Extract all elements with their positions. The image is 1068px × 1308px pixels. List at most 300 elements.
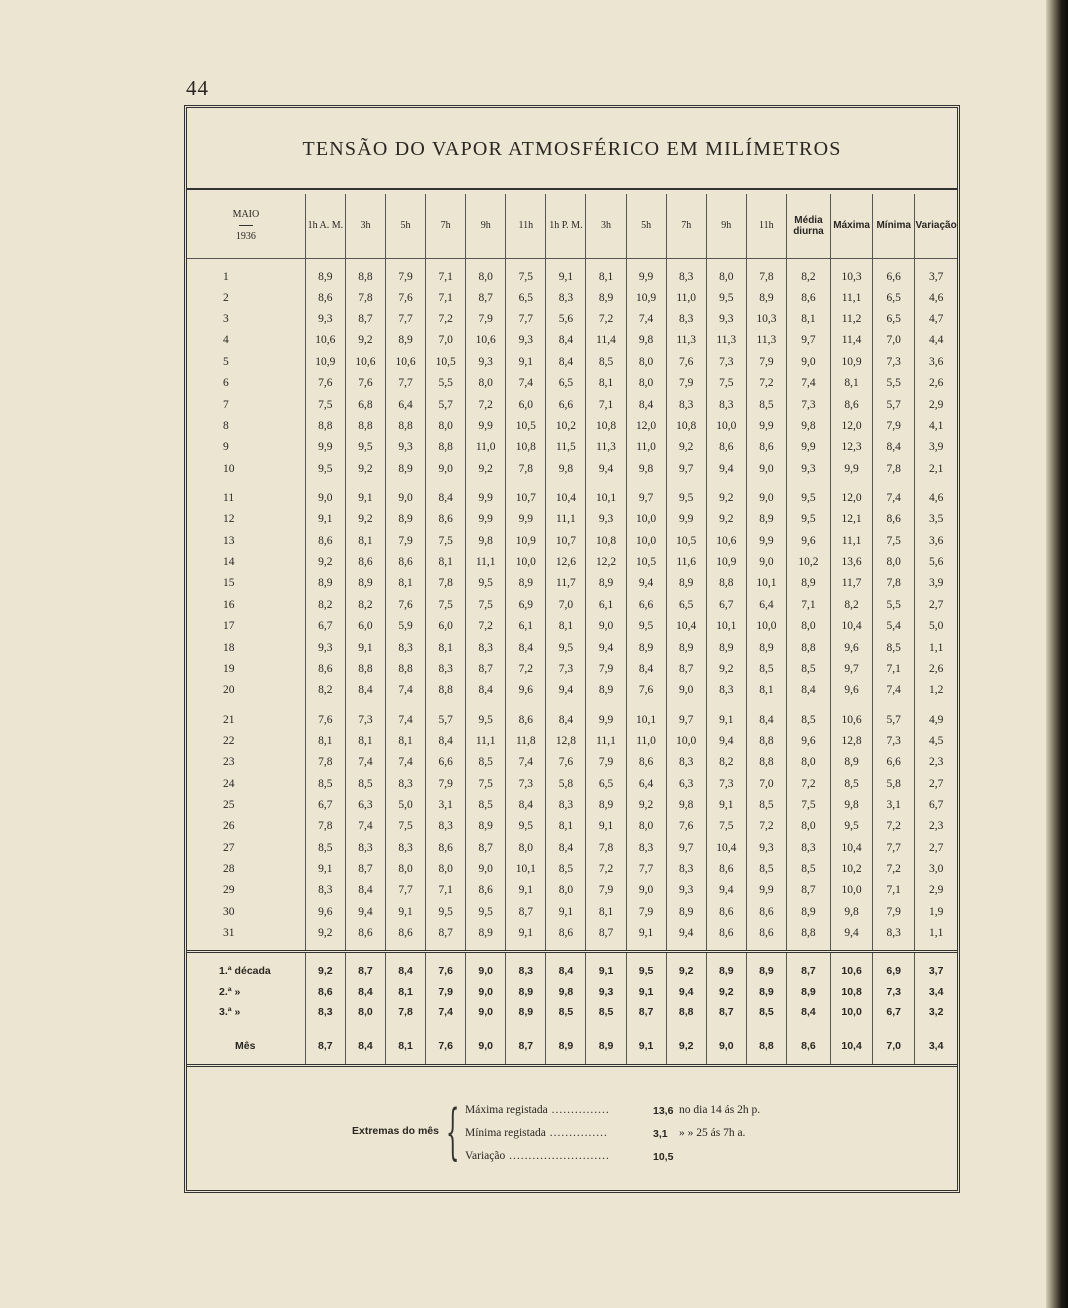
table-cell: 6,5 <box>666 595 706 616</box>
table-cell: 10,7 <box>546 530 586 551</box>
table-cell: 11,7 <box>831 573 873 594</box>
table-cell: 8,6 <box>786 288 830 309</box>
table-cell: 8,5 <box>746 795 786 816</box>
table-row <box>187 680 957 701</box>
table-cell: 11,3 <box>746 330 786 351</box>
table-cell: 10,0 <box>746 616 786 637</box>
table-cell: 8,0 <box>466 373 506 394</box>
extremes-label: Extremas do mês <box>352 1125 439 1137</box>
table-cell: 6,7 <box>873 1002 915 1022</box>
table-cell: 9,2 <box>466 459 506 480</box>
table-cell: 8,9 <box>666 902 706 923</box>
table-cell: 3,7 <box>915 952 957 982</box>
table-cell: 11,0 <box>466 437 506 458</box>
book-spine <box>1046 0 1068 1308</box>
table-cell: 8,6 <box>345 552 385 573</box>
table-row <box>187 816 957 837</box>
table-cell: 7,9 <box>426 773 466 794</box>
table-cell: 12,0 <box>831 480 873 509</box>
table-title: TENSÃO DO VAPOR ATMOSFÉRICO EM MILÍMETROS <box>302 138 842 160</box>
table-cell: 8,1 <box>746 680 786 701</box>
table-cell: 2,7 <box>915 837 957 858</box>
table-cell: 8,3 <box>626 837 666 858</box>
table-cell: 8,6 <box>345 923 385 952</box>
table-cell: 7,6 <box>426 1022 466 1066</box>
table-cell: 7,4 <box>626 309 666 330</box>
header-col: 9h <box>466 194 506 258</box>
table-cell: 6,7 <box>305 795 345 816</box>
table-cell: 8,0 <box>626 352 666 373</box>
table-cell: 7,4 <box>873 480 915 509</box>
table-cell: 9,0 <box>385 480 425 509</box>
table-cell: 9,7 <box>626 480 666 509</box>
table-cell: 7,2 <box>426 309 466 330</box>
table-cell: 8,6 <box>626 752 666 773</box>
table-cell: 8,0 <box>706 258 746 288</box>
table-cell: 11,8 <box>506 731 546 752</box>
table-cell: 13,6 <box>831 552 873 573</box>
table-cell: 8,2 <box>345 595 385 616</box>
table-cell: 9,2 <box>666 1022 706 1066</box>
table-row-label: 7 <box>223 398 229 411</box>
table-cell: 8,2 <box>706 752 746 773</box>
table-cell: 6,0 <box>345 616 385 637</box>
table-cell: 7,9 <box>466 309 506 330</box>
table-row-label: 28 <box>223 863 235 876</box>
table-cell: 8,0 <box>786 616 830 637</box>
table-cell: 9,5 <box>786 509 830 530</box>
table-cell: 9,8 <box>546 459 586 480</box>
table-cell: 7,2 <box>586 309 626 330</box>
table-cell: 7,4 <box>873 680 915 701</box>
table-cell: 10,0 <box>506 552 546 573</box>
table-cell: 2,9 <box>915 394 957 415</box>
table-cell: 10,9 <box>831 352 873 373</box>
table-cell: 8,9 <box>305 258 345 288</box>
table-cell: 8,5 <box>746 1002 786 1022</box>
table-cell: 1,1 <box>915 923 957 952</box>
table-cell: 10,5 <box>666 530 706 551</box>
table-cell: 6,5 <box>873 288 915 309</box>
table-cell: 8,9 <box>706 952 746 982</box>
table-cell: 7,6 <box>385 288 425 309</box>
table-cell: 8,8 <box>746 752 786 773</box>
table-cell: 4,5 <box>915 731 957 752</box>
table-cell: 9,1 <box>626 923 666 952</box>
table-cell: 6,7 <box>305 616 345 637</box>
table-cell: 8,8 <box>385 416 425 437</box>
table-cell: 9,1 <box>626 982 666 1002</box>
table-cell: 9,1 <box>546 902 586 923</box>
table-cell: 6,3 <box>666 773 706 794</box>
table-cell: 10,5 <box>426 352 466 373</box>
table-cell: 7,6 <box>666 816 706 837</box>
table-row <box>187 902 957 923</box>
table-cell: 7,4 <box>506 752 546 773</box>
table-cell: 8,1 <box>786 309 830 330</box>
table-cell: 7,3 <box>546 659 586 680</box>
table-cell: 10,8 <box>586 416 626 437</box>
table-row-label: 5 <box>223 355 229 368</box>
table-cell: 9,6 <box>506 680 546 701</box>
table-row <box>187 637 957 658</box>
table-cell: 9,0 <box>586 616 626 637</box>
table-row <box>187 659 957 680</box>
table-cell: 7,3 <box>345 702 385 731</box>
table-cell: 9,1 <box>586 952 626 982</box>
table-row <box>187 773 957 794</box>
table-cell: 11,1 <box>546 509 586 530</box>
table-cell: 9,2 <box>345 330 385 351</box>
table-cell: 8,7 <box>466 288 506 309</box>
table-cell: 8,1 <box>586 902 626 923</box>
table-cell: 7,3 <box>786 394 830 415</box>
table-cell: 8,4 <box>345 880 385 901</box>
table-cell: 9,9 <box>466 509 506 530</box>
table-cell: 9,0 <box>466 952 506 982</box>
table-cell: 7,5 <box>706 373 746 394</box>
table-cell: 3,6 <box>915 530 957 551</box>
table-cell: 8,0 <box>345 1002 385 1022</box>
table-cell: 7,8 <box>873 573 915 594</box>
table-cell: 6,0 <box>506 394 546 415</box>
table-cell: 8,9 <box>385 459 425 480</box>
table-cell: 8,9 <box>345 573 385 594</box>
table-row-label: 30 <box>223 905 235 918</box>
table-cell: 8,1 <box>831 373 873 394</box>
header-col: 5h <box>385 194 425 258</box>
table-cell: 8,4 <box>546 702 586 731</box>
table-cell: 6,9 <box>873 952 915 982</box>
table-cell: 9,1 <box>305 859 345 880</box>
table-cell: 9,0 <box>305 480 345 509</box>
table-cell: 8,9 <box>746 288 786 309</box>
table-row-label: 22 <box>223 734 235 747</box>
table-cell: 11,2 <box>831 309 873 330</box>
table-cell: 8,3 <box>345 837 385 858</box>
table-cell: 10,6 <box>466 330 506 351</box>
table-row-label: 21 <box>223 713 235 726</box>
table-cell: 9,1 <box>626 1022 666 1066</box>
table-cell: 7,5 <box>426 595 466 616</box>
table-cell: 8,3 <box>546 288 586 309</box>
table-row <box>187 859 957 880</box>
table-cell: 8,3 <box>385 773 425 794</box>
table-cell: 9,2 <box>305 952 345 982</box>
table-cell: 8,4 <box>345 680 385 701</box>
table-cell: 11,1 <box>586 731 626 752</box>
table-cell: 9,3 <box>305 637 345 658</box>
table-cell: 7,2 <box>746 816 786 837</box>
table-cell: 8,9 <box>466 923 506 952</box>
table-cell: 2,3 <box>915 816 957 837</box>
table-cell: 8,3 <box>546 795 586 816</box>
table-cell: 9,7 <box>666 702 706 731</box>
table-cell: 10,4 <box>666 616 706 637</box>
extreme-max-label: Máxima registada <box>465 1104 548 1116</box>
table-cell: 10,3 <box>831 258 873 288</box>
table-cell: 9,6 <box>786 731 830 752</box>
table-cell: 8,5 <box>831 773 873 794</box>
table-cell: 9,1 <box>385 902 425 923</box>
table-row-label: 8 <box>223 420 229 433</box>
table-cell: 8,0 <box>466 258 506 288</box>
table-cell: 8,1 <box>426 637 466 658</box>
table-cell: 8,2 <box>786 258 830 288</box>
table-cell: 8,4 <box>546 352 586 373</box>
table-cell: 7,2 <box>786 773 830 794</box>
table-cell: 7,9 <box>873 416 915 437</box>
table-cell: 10,8 <box>831 982 873 1002</box>
table-cell: 8,1 <box>385 982 425 1002</box>
table-cell: 3,4 <box>915 1022 957 1066</box>
vapor-table <box>187 194 957 1067</box>
table-row-label: 23 <box>223 756 235 769</box>
table-cell: 8,7 <box>786 880 830 901</box>
table-cell: 6,5 <box>506 288 546 309</box>
table-cell: 7,0 <box>546 595 586 616</box>
table-cell: 8,7 <box>466 659 506 680</box>
table-cell: 7,1 <box>426 258 466 288</box>
table-cell: 10,4 <box>706 837 746 858</box>
table-cell: 7,9 <box>626 902 666 923</box>
table-cell: 8,6 <box>305 288 345 309</box>
table-cell: 9,8 <box>666 795 706 816</box>
table-row <box>187 394 957 415</box>
table-cell: 7,5 <box>466 773 506 794</box>
table-row <box>187 373 957 394</box>
table-cell: 7,6 <box>546 752 586 773</box>
table-cell: 8,4 <box>546 330 586 351</box>
table-cell: 9,2 <box>305 552 345 573</box>
table-cell: 3,1 <box>873 795 915 816</box>
table-cell: 8,6 <box>786 1022 830 1066</box>
table-cell: 10,9 <box>305 352 345 373</box>
table-cell: 10,9 <box>706 552 746 573</box>
table-cell: 7,4 <box>345 816 385 837</box>
table-row <box>187 480 957 509</box>
table-cell: 10,8 <box>666 416 706 437</box>
table-cell: 9,9 <box>466 480 506 509</box>
table-cell: 7,6 <box>426 952 466 982</box>
table-cell: 7,7 <box>385 373 425 394</box>
table-cell: 6,3 <box>345 795 385 816</box>
table-cell: 8,0 <box>426 416 466 437</box>
brace-icon: { <box>446 1097 460 1167</box>
table-cell: 8,3 <box>666 394 706 415</box>
table-cell: 12,0 <box>626 416 666 437</box>
table-cell: 8,3 <box>426 659 466 680</box>
table-cell: 8,7 <box>426 923 466 952</box>
table-row <box>187 552 957 573</box>
table-cell: 9,1 <box>345 480 385 509</box>
header-col-minima: Mínima <box>873 194 915 258</box>
table-cell: 8,5 <box>466 752 506 773</box>
table-cell: 7,1 <box>873 659 915 680</box>
table-row <box>187 530 957 551</box>
table-cell: 7,5 <box>466 595 506 616</box>
table-cell: 8,7 <box>626 1002 666 1022</box>
table-cell: 11,3 <box>586 437 626 458</box>
page-number: 44 <box>186 76 209 100</box>
table-row <box>187 288 957 309</box>
table-cell: 12,1 <box>831 509 873 530</box>
table-cell: 8,3 <box>305 880 345 901</box>
table-cell: 8,7 <box>506 1022 546 1066</box>
table-row <box>187 509 957 530</box>
table-cell: 9,6 <box>831 637 873 658</box>
table-cell: 7,7 <box>506 309 546 330</box>
extreme-max-row: Máxima registada ............... <box>465 1104 610 1116</box>
header-year: 1936 <box>235 231 256 243</box>
table-cell: 9,4 <box>706 880 746 901</box>
table-cell: 9,2 <box>626 795 666 816</box>
table-cell: 7,5 <box>426 530 466 551</box>
table-cell: 9,5 <box>466 573 506 594</box>
table-cell: 8,9 <box>385 330 425 351</box>
table-frame <box>184 105 960 1193</box>
header-col: 9h <box>706 194 746 258</box>
table-cell: 7,6 <box>626 680 666 701</box>
table-cell: 9,0 <box>466 859 506 880</box>
table-cell: 6,6 <box>873 258 915 288</box>
table-row-label: 11 <box>223 492 235 505</box>
table-cell: 11,1 <box>466 731 506 752</box>
table-row-label: 31 <box>223 927 235 940</box>
table-cell: 9,3 <box>786 459 830 480</box>
table-cell: 8,0 <box>385 859 425 880</box>
table-cell: 4,9 <box>915 702 957 731</box>
table-cell: 8,8 <box>666 1002 706 1022</box>
table-row <box>187 437 957 458</box>
header-col: 11h <box>506 194 546 258</box>
table-cell: 8,6 <box>746 923 786 952</box>
table-cell: 10,4 <box>831 837 873 858</box>
table-row <box>187 573 957 594</box>
table-cell: 9,4 <box>666 923 706 952</box>
table-cell: 6,5 <box>586 773 626 794</box>
table-cell: 7,4 <box>385 702 425 731</box>
table-cell: 6,6 <box>873 752 915 773</box>
table-cell: 10,0 <box>626 530 666 551</box>
extreme-min-value: 3,1 <box>653 1128 668 1140</box>
table-cell: 8,4 <box>546 952 586 982</box>
table-cell: 8,8 <box>746 1022 786 1066</box>
table-cell: 8,6 <box>546 923 586 952</box>
table-cell: 9,0 <box>466 1022 506 1066</box>
table-row <box>187 616 957 637</box>
table-cell: 7,1 <box>786 595 830 616</box>
table-cell: 7,4 <box>426 1002 466 1022</box>
table-cell: 4,6 <box>915 288 957 309</box>
table-cell: 8,5 <box>746 394 786 415</box>
table-cell: 10,6 <box>345 352 385 373</box>
table-cell: 11,6 <box>666 552 706 573</box>
header-col: 1h A. M. <box>305 194 345 258</box>
table-cell: 9,3 <box>305 309 345 330</box>
table-cell: 8,0 <box>626 373 666 394</box>
table-cell: 7,5 <box>786 795 830 816</box>
table-row-label: 19 <box>223 662 235 675</box>
table-cell: 8,9 <box>626 637 666 658</box>
table-cell: 5,5 <box>426 373 466 394</box>
table-cell: 9,3 <box>746 837 786 858</box>
table-cell: 8,9 <box>786 573 830 594</box>
table-cell: 8,3 <box>385 837 425 858</box>
table-cell: 8,7 <box>345 952 385 982</box>
table-cell: 11,4 <box>586 330 626 351</box>
table-cell: 7,9 <box>385 258 425 288</box>
table-cell: 7,7 <box>626 859 666 880</box>
table-row-label: 1 <box>223 270 229 283</box>
table-cell: 5,4 <box>873 616 915 637</box>
table-cell: 7,1 <box>586 394 626 415</box>
table-cell: 9,0 <box>466 1002 506 1022</box>
table-cell: 8,4 <box>786 1002 830 1022</box>
table-cell: 8,6 <box>746 437 786 458</box>
summary-row-label: 1.ª década <box>187 952 305 982</box>
table-cell: 8,1 <box>546 816 586 837</box>
table-cell: 9,1 <box>506 880 546 901</box>
table-cell: 5,7 <box>426 702 466 731</box>
table-cell: 2,6 <box>915 373 957 394</box>
table-cell: 8,9 <box>586 1022 626 1066</box>
table-cell: 6,6 <box>426 752 466 773</box>
table-cell: 8,9 <box>666 637 706 658</box>
table-cell: 10,0 <box>666 731 706 752</box>
table-cell: 10,9 <box>506 530 546 551</box>
table-cell: 10,6 <box>385 352 425 373</box>
table-cell: 8,5 <box>873 637 915 658</box>
table-cell: 8,5 <box>546 1002 586 1022</box>
table-cell: 1,2 <box>915 680 957 701</box>
extreme-var-row: Variação .......................... <box>465 1150 610 1162</box>
table-row-label: 27 <box>223 841 235 854</box>
table-cell: 8,1 <box>385 731 425 752</box>
table-cell: 9,2 <box>666 437 706 458</box>
table-cell: 8,9 <box>586 573 626 594</box>
table-cell: 10,5 <box>626 552 666 573</box>
table-cell: 8,6 <box>385 923 425 952</box>
table-cell: 9,5 <box>786 480 830 509</box>
table-row-label: 3 <box>223 313 229 326</box>
table-cell: 9,5 <box>466 702 506 731</box>
table-cell: 9,5 <box>305 459 345 480</box>
table-cell: 10,2 <box>546 416 586 437</box>
table-cell: 10,5 <box>506 416 546 437</box>
table-cell: 8,0 <box>546 880 586 901</box>
table-cell: 3,1 <box>426 795 466 816</box>
table-cell: 11,0 <box>626 731 666 752</box>
table-cell: 8,3 <box>873 923 915 952</box>
table-cell: 8,2 <box>831 595 873 616</box>
table-cell: 1,1 <box>915 637 957 658</box>
table-cell: 3,7 <box>915 258 957 288</box>
table-cell: 10,3 <box>746 309 786 330</box>
table-cell: 7,3 <box>873 982 915 1002</box>
table-cell: 7,6 <box>666 352 706 373</box>
table-cell: 7,4 <box>385 680 425 701</box>
table-cell: 8,9 <box>666 573 706 594</box>
table-cell: 8,4 <box>506 795 546 816</box>
table-row <box>187 330 957 351</box>
table-cell: 7,7 <box>385 309 425 330</box>
table-cell: 8,3 <box>786 837 830 858</box>
table-cell: 9,1 <box>345 637 385 658</box>
table-cell: 10,7 <box>506 480 546 509</box>
table-row-label: 2 <box>223 291 229 304</box>
table-cell: 7,8 <box>305 816 345 837</box>
